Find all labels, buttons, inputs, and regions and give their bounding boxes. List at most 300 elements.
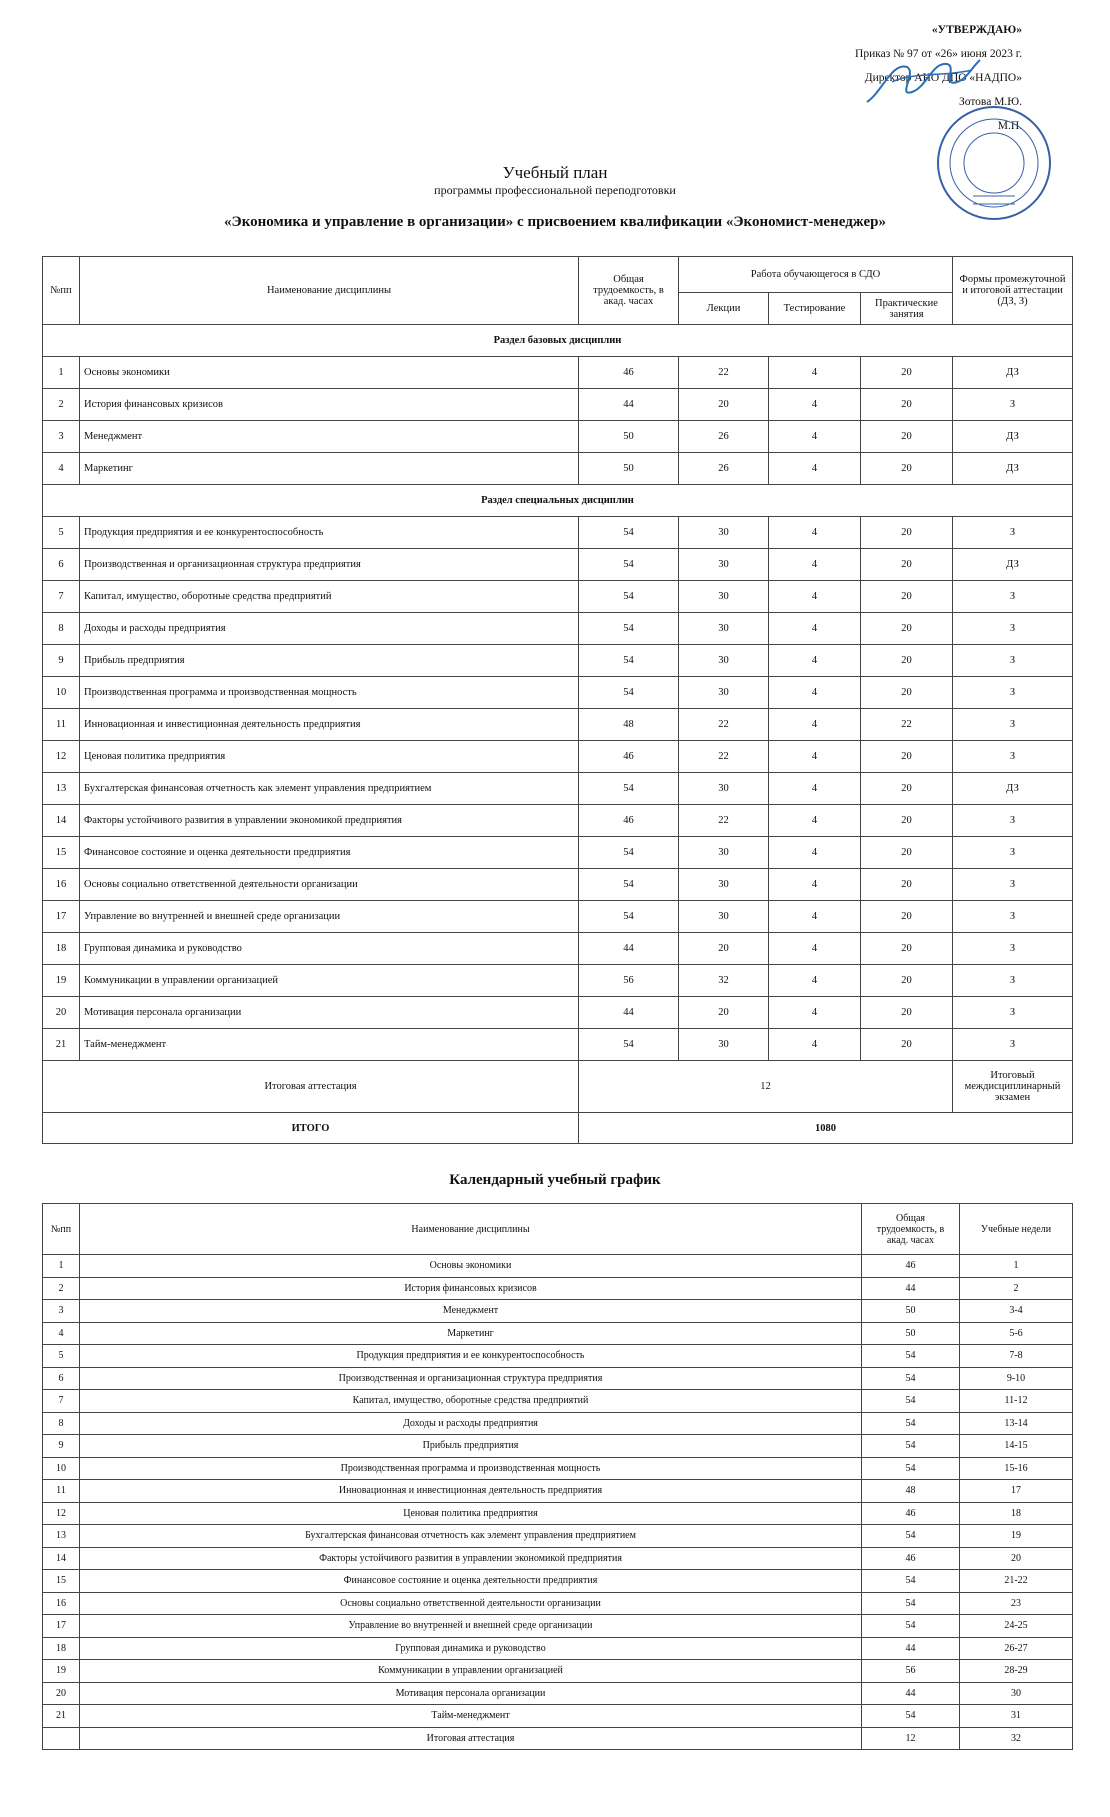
discipline-name: История финансовых кризисов (80, 389, 579, 421)
lecture-hours: 22 (679, 741, 769, 773)
practice-hours: 20 (861, 549, 953, 581)
testing-hours: 4 (769, 549, 861, 581)
testing-hours: 4 (769, 453, 861, 485)
table-row (43, 645, 1073, 677)
practice-hours: 20 (861, 453, 953, 485)
total-hours: 54 (579, 837, 679, 869)
discipline-name: Производственная программа и производственная мощность (80, 1457, 862, 1480)
practice-hours: 20 (861, 677, 953, 709)
table-row (43, 389, 1073, 421)
study-weeks: 23 (960, 1592, 1073, 1615)
testing-hours: 4 (769, 517, 861, 549)
study-plan-table (42, 256, 1073, 1144)
plan-header-practice: Практические занятия (861, 293, 953, 325)
table-row (43, 709, 1073, 741)
lecture-hours: 22 (679, 357, 769, 389)
table-row (43, 1727, 1073, 1750)
calendar-title: Календарный учебный график (449, 1172, 661, 1188)
row-number: 10 (43, 1457, 80, 1480)
discipline-name: Основы экономики (80, 357, 579, 389)
discipline-name: Ценовая политика предприятия (80, 741, 579, 773)
table-row (43, 1029, 1073, 1061)
table-row (43, 1525, 1073, 1548)
practice-hours: 20 (861, 965, 953, 997)
discipline-name: Факторы устойчивого развития в управлении экономикой предприятия (80, 805, 579, 837)
discipline-name: Мотивация персонала организации (80, 1682, 862, 1705)
row-number: 18 (43, 933, 80, 965)
attestation-form: З (953, 581, 1073, 613)
total-hours: 54 (579, 517, 679, 549)
approval-order: Приказ № 97 от «26» июня 2023 г. (855, 48, 1022, 60)
testing-hours: 4 (769, 709, 861, 741)
table-row (43, 1300, 1073, 1323)
attestation-form: З (953, 805, 1073, 837)
study-weeks: 24-25 (960, 1615, 1073, 1638)
total-label: ИТОГО (43, 1113, 579, 1144)
discipline-name: Продукция предприятия и ее конкурентоспособность (80, 517, 579, 549)
row-number: 16 (43, 869, 80, 901)
discipline-name: Прибыль предприятия (80, 645, 579, 677)
plan-header-forms: Формы промежуточной и итоговой аттестации (ДЗ, З) (953, 257, 1073, 325)
table-row (43, 901, 1073, 933)
attestation-form: ДЗ (953, 421, 1073, 453)
discipline-name: Основы социально ответственной деятельности организации (80, 1592, 862, 1615)
discipline-name: Финансовое состояние и оценка деятельности предприятия (80, 837, 579, 869)
attestation-form: З (953, 901, 1073, 933)
table-row (43, 357, 1073, 389)
row-number: 9 (43, 1435, 80, 1458)
discipline-name: Капитал, имущество, оборотные средства предприятий (80, 1390, 862, 1413)
testing-hours: 4 (769, 869, 861, 901)
table-row (43, 549, 1073, 581)
total-hours: 54 (862, 1570, 960, 1593)
row-number: 15 (43, 1570, 80, 1593)
total-hours: 54 (579, 645, 679, 677)
lecture-hours: 22 (679, 709, 769, 741)
study-weeks: 21-22 (960, 1570, 1073, 1593)
row-number: 21 (43, 1029, 80, 1061)
lecture-hours: 26 (679, 421, 769, 453)
discipline-name: Управление во внутренней и внешней среде организации (80, 1615, 862, 1638)
table-row (43, 517, 1073, 549)
total-hours: 46 (862, 1502, 960, 1525)
discipline-name: Тайм-менеджмент (80, 1705, 862, 1728)
total-hours: 46 (862, 1255, 960, 1278)
table-row (43, 421, 1073, 453)
table-row (43, 1457, 1073, 1480)
total-hours: 54 (579, 549, 679, 581)
lecture-hours: 30 (679, 869, 769, 901)
discipline-name: Доходы и расходы предприятия (80, 1412, 862, 1435)
table-row (43, 453, 1073, 485)
row-number: 5 (43, 1345, 80, 1368)
plan-header-lectures: Лекции (679, 293, 769, 325)
lecture-hours: 30 (679, 901, 769, 933)
study-weeks: 7-8 (960, 1345, 1073, 1368)
discipline-name: Групповая динамика и руководство (80, 933, 579, 965)
discipline-name: Доходы и расходы предприятия (80, 613, 579, 645)
practice-hours: 20 (861, 645, 953, 677)
testing-hours: 4 (769, 1029, 861, 1061)
attestation-form: ДЗ (953, 453, 1073, 485)
total-hours: 44 (862, 1277, 960, 1300)
total-hours: 48 (862, 1480, 960, 1503)
table-row (43, 1660, 1073, 1683)
testing-hours: 4 (769, 581, 861, 613)
table-row (43, 965, 1073, 997)
section-special: Раздел специальных дисциплин (43, 485, 1073, 517)
discipline-name: Маркетинг (80, 1322, 862, 1345)
row-number: 5 (43, 517, 80, 549)
table-row (43, 1480, 1073, 1503)
table-row (43, 741, 1073, 773)
cal-header-name: Наименование дисциплины (80, 1204, 862, 1255)
study-weeks: 9-10 (960, 1367, 1073, 1390)
testing-hours: 4 (769, 837, 861, 869)
table-row (43, 1322, 1073, 1345)
study-weeks: 2 (960, 1277, 1073, 1300)
study-weeks: 18 (960, 1502, 1073, 1525)
row-number: 19 (43, 965, 80, 997)
discipline-name: Тайм-менеджмент (80, 1029, 579, 1061)
lecture-hours: 20 (679, 389, 769, 421)
total-hours: 50 (862, 1322, 960, 1345)
final-attestation-label: Итоговая аттестация (43, 1061, 579, 1113)
study-weeks: 14-15 (960, 1435, 1073, 1458)
document-subtitle: программы профессиональной переподготовки (434, 183, 676, 197)
table-row (43, 677, 1073, 709)
row-number: 2 (43, 389, 80, 421)
discipline-name: Факторы устойчивого развития в управлении экономикой предприятия (80, 1547, 862, 1570)
total-hours: 50 (579, 453, 679, 485)
row-number: 17 (43, 901, 80, 933)
practice-hours: 20 (861, 805, 953, 837)
testing-hours: 4 (769, 805, 861, 837)
row-number: 14 (43, 1547, 80, 1570)
practice-hours: 20 (861, 421, 953, 453)
attestation-form: З (953, 741, 1073, 773)
attestation-form: З (953, 645, 1073, 677)
lecture-hours: 26 (679, 453, 769, 485)
approval-title: «УТВЕРЖДАЮ» (931, 24, 1022, 36)
testing-hours: 4 (769, 901, 861, 933)
plan-header-total: Общая трудоемкость, в акад. часах (579, 257, 679, 325)
discipline-name: Коммуникации в управлении организацией (80, 1660, 862, 1683)
testing-hours: 4 (769, 741, 861, 773)
cal-header-total: Общая трудоемкость, в акад. часах (862, 1204, 960, 1255)
approval-stamp-mark: М.П. (997, 120, 1022, 132)
row-number: 7 (43, 581, 80, 613)
practice-hours: 20 (861, 933, 953, 965)
row-number: 1 (43, 1255, 80, 1278)
lecture-hours: 22 (679, 805, 769, 837)
lecture-hours: 30 (679, 773, 769, 805)
row-number: 15 (43, 837, 80, 869)
signature-icon (862, 52, 982, 112)
table-row (43, 1435, 1073, 1458)
total-hours: 46 (579, 741, 679, 773)
approval-position: Директор АНО ДПО «НАДПО» (864, 72, 1022, 84)
testing-hours: 4 (769, 933, 861, 965)
final-attestation-hours: 12 (579, 1061, 953, 1113)
lecture-hours: 30 (679, 645, 769, 677)
row-number: 13 (43, 1525, 80, 1548)
row-number: 4 (43, 1322, 80, 1345)
discipline-name: Производственная программа и производственная мощность (80, 677, 579, 709)
lecture-hours: 20 (679, 997, 769, 1029)
total-hours: 54 (862, 1412, 960, 1435)
row-number: 12 (43, 1502, 80, 1525)
practice-hours: 20 (861, 357, 953, 389)
row-number: 20 (43, 997, 80, 1029)
practice-hours: 20 (861, 389, 953, 421)
discipline-name: Прибыль предприятия (80, 1435, 862, 1458)
table-row (43, 805, 1073, 837)
table-row (43, 1592, 1073, 1615)
lecture-hours: 30 (679, 1029, 769, 1061)
document-title: Учебный план (502, 163, 608, 182)
practice-hours: 20 (861, 581, 953, 613)
study-weeks: 30 (960, 1682, 1073, 1705)
discipline-name: Производственная и организационная структура предприятия (80, 1367, 862, 1390)
lecture-hours: 30 (679, 677, 769, 709)
attestation-form: З (953, 709, 1073, 741)
table-row (43, 1615, 1073, 1638)
total-hours: 48 (579, 709, 679, 741)
table-row (43, 933, 1073, 965)
table-row (43, 613, 1073, 645)
approval-name: Зотова М.Ю. (958, 96, 1022, 108)
table-row (43, 1547, 1073, 1570)
discipline-name: Маркетинг (80, 453, 579, 485)
testing-hours: 4 (769, 997, 861, 1029)
row-number: 8 (43, 613, 80, 645)
plan-header-testing: Тестирование (769, 293, 861, 325)
lecture-hours: 30 (679, 549, 769, 581)
row-number: 12 (43, 741, 80, 773)
row-number: 7 (43, 1390, 80, 1413)
total-hours: 44 (862, 1637, 960, 1660)
row-number: 2 (43, 1277, 80, 1300)
total-hours: 12 (862, 1727, 960, 1750)
row-number: 9 (43, 645, 80, 677)
row-number: 14 (43, 805, 80, 837)
study-weeks: 26-27 (960, 1637, 1073, 1660)
discipline-name: Основы социально ответственной деятельности организации (80, 869, 579, 901)
attestation-form: З (953, 933, 1073, 965)
table-row (43, 1345, 1073, 1368)
table-row (43, 1367, 1073, 1390)
study-weeks: 31 (960, 1705, 1073, 1728)
testing-hours: 4 (769, 421, 861, 453)
discipline-name: Производственная и организационная структура предприятия (80, 549, 579, 581)
total-hours: 44 (862, 1682, 960, 1705)
discipline-name: Мотивация персонала организации (80, 997, 579, 1029)
practice-hours: 20 (861, 773, 953, 805)
table-row (43, 1277, 1073, 1300)
total-hours: 54 (862, 1435, 960, 1458)
discipline-name: Итоговая аттестация (80, 1727, 862, 1750)
attestation-form: З (953, 1029, 1073, 1061)
attestation-form: З (953, 965, 1073, 997)
total-hours: 54 (862, 1345, 960, 1368)
table-row (43, 1390, 1073, 1413)
row-number: 19 (43, 1660, 80, 1683)
table-row (43, 1637, 1073, 1660)
total-hours: 44 (579, 997, 679, 1029)
table-row (43, 1255, 1073, 1278)
discipline-name: Бухгалтерская финансовая отчетность как элемент управления предприятием (80, 773, 579, 805)
table-row (43, 773, 1073, 805)
attestation-form: З (953, 389, 1073, 421)
discipline-name: Групповая динамика и руководство (80, 1637, 862, 1660)
discipline-name: История финансовых кризисов (80, 1277, 862, 1300)
practice-hours: 20 (861, 613, 953, 645)
lecture-hours: 30 (679, 613, 769, 645)
table-row (43, 869, 1073, 901)
calendar-table (42, 1203, 1073, 1750)
discipline-name: Основы экономики (80, 1255, 862, 1278)
total-hours: 44 (579, 389, 679, 421)
plan-header-name: Наименование дисциплины (80, 257, 579, 325)
row-number: 11 (43, 1480, 80, 1503)
program-title: «Экономика и управление в организации» с присвоением квалификации «Экономист-менеджер» (224, 214, 886, 230)
testing-hours: 4 (769, 645, 861, 677)
row-number: 18 (43, 1637, 80, 1660)
total-hours: 46 (862, 1547, 960, 1570)
study-weeks: 1 (960, 1255, 1073, 1278)
row-number: 20 (43, 1682, 80, 1705)
total-hours: 54 (862, 1525, 960, 1548)
discipline-name: Инновационная и инвестиционная деятельность предприятия (80, 709, 579, 741)
study-weeks: 20 (960, 1547, 1073, 1570)
discipline-name: Капитал, имущество, оборотные средства предприятий (80, 581, 579, 613)
study-weeks: 3-4 (960, 1300, 1073, 1323)
row-number: 21 (43, 1705, 80, 1728)
row-number: 1 (43, 357, 80, 389)
total-hours: 54 (862, 1457, 960, 1480)
row-number: 6 (43, 549, 80, 581)
total-hours: 1080 (579, 1113, 1073, 1144)
testing-hours: 4 (769, 389, 861, 421)
row-number: 17 (43, 1615, 80, 1638)
practice-hours: 20 (861, 741, 953, 773)
testing-hours: 4 (769, 773, 861, 805)
row-number: 11 (43, 709, 80, 741)
study-weeks: 13-14 (960, 1412, 1073, 1435)
row-number: 3 (43, 1300, 80, 1323)
discipline-name: Коммуникации в управлении организацией (80, 965, 579, 997)
row-number: 3 (43, 421, 80, 453)
table-row (43, 1412, 1073, 1435)
attestation-form: З (953, 997, 1073, 1029)
cal-header-weeks: Учебные недели (960, 1204, 1073, 1255)
table-row (43, 997, 1073, 1029)
discipline-name: Бухгалтерская финансовая отчетность как элемент управления предприятием (80, 1525, 862, 1548)
testing-hours: 4 (769, 613, 861, 645)
attestation-form: З (953, 517, 1073, 549)
table-row (43, 837, 1073, 869)
table-row (43, 581, 1073, 613)
study-weeks: 32 (960, 1727, 1073, 1750)
study-weeks: 15-16 (960, 1457, 1073, 1480)
study-weeks: 28-29 (960, 1660, 1073, 1683)
plan-header-num: №пп (43, 257, 80, 325)
study-weeks: 17 (960, 1480, 1073, 1503)
total-hours: 46 (579, 805, 679, 837)
row-number: 4 (43, 453, 80, 485)
table-row (43, 1705, 1073, 1728)
practice-hours: 20 (861, 997, 953, 1029)
total-hours: 56 (579, 965, 679, 997)
study-weeks: 11-12 (960, 1390, 1073, 1413)
testing-hours: 4 (769, 965, 861, 997)
row-number: 8 (43, 1412, 80, 1435)
total-hours: 46 (579, 357, 679, 389)
row-number (43, 1727, 80, 1750)
discipline-name: Управление во внутренней и внешней среде организации (80, 901, 579, 933)
practice-hours: 20 (861, 1029, 953, 1061)
lecture-hours: 30 (679, 581, 769, 613)
total-hours: 54 (579, 773, 679, 805)
total-hours: 54 (862, 1615, 960, 1638)
row-number: 16 (43, 1592, 80, 1615)
discipline-name: Инновационная и инвестиционная деятельность предприятия (80, 1480, 862, 1503)
total-hours: 54 (579, 677, 679, 709)
practice-hours: 20 (861, 869, 953, 901)
total-hours: 44 (579, 933, 679, 965)
final-attestation-form: Итоговый междисциплинарный экзамен (953, 1061, 1073, 1113)
discipline-name: Финансовое состояние и оценка деятельности предприятия (80, 1570, 862, 1593)
discipline-name: Менеджмент (80, 421, 579, 453)
total-hours: 54 (862, 1390, 960, 1413)
total-hours: 54 (862, 1592, 960, 1615)
table-row (43, 1570, 1073, 1593)
row-number: 6 (43, 1367, 80, 1390)
lecture-hours: 20 (679, 933, 769, 965)
discipline-name: Менеджмент (80, 1300, 862, 1323)
attestation-form: ДЗ (953, 357, 1073, 389)
attestation-form: З (953, 613, 1073, 645)
testing-hours: 4 (769, 677, 861, 709)
table-row (43, 1682, 1073, 1705)
lecture-hours: 30 (679, 517, 769, 549)
testing-hours: 4 (769, 357, 861, 389)
total-hours: 54 (579, 901, 679, 933)
row-number: 10 (43, 677, 80, 709)
total-hours: 50 (862, 1300, 960, 1323)
attestation-form: З (953, 837, 1073, 869)
practice-hours: 20 (861, 517, 953, 549)
discipline-name: Ценовая политика предприятия (80, 1502, 862, 1525)
total-hours: 56 (862, 1660, 960, 1683)
practice-hours: 20 (861, 837, 953, 869)
study-weeks: 19 (960, 1525, 1073, 1548)
attestation-form: ДЗ (953, 549, 1073, 581)
practice-hours: 22 (861, 709, 953, 741)
total-hours: 54 (862, 1367, 960, 1390)
practice-hours: 20 (861, 901, 953, 933)
lecture-hours: 32 (679, 965, 769, 997)
total-hours: 54 (579, 613, 679, 645)
total-hours: 54 (579, 581, 679, 613)
cal-header-num: №пп (43, 1204, 80, 1255)
row-number: 13 (43, 773, 80, 805)
total-hours: 50 (579, 421, 679, 453)
total-hours: 54 (579, 869, 679, 901)
discipline-name: Продукция предприятия и ее конкурентоспособность (80, 1345, 862, 1368)
attestation-form: ДЗ (953, 773, 1073, 805)
